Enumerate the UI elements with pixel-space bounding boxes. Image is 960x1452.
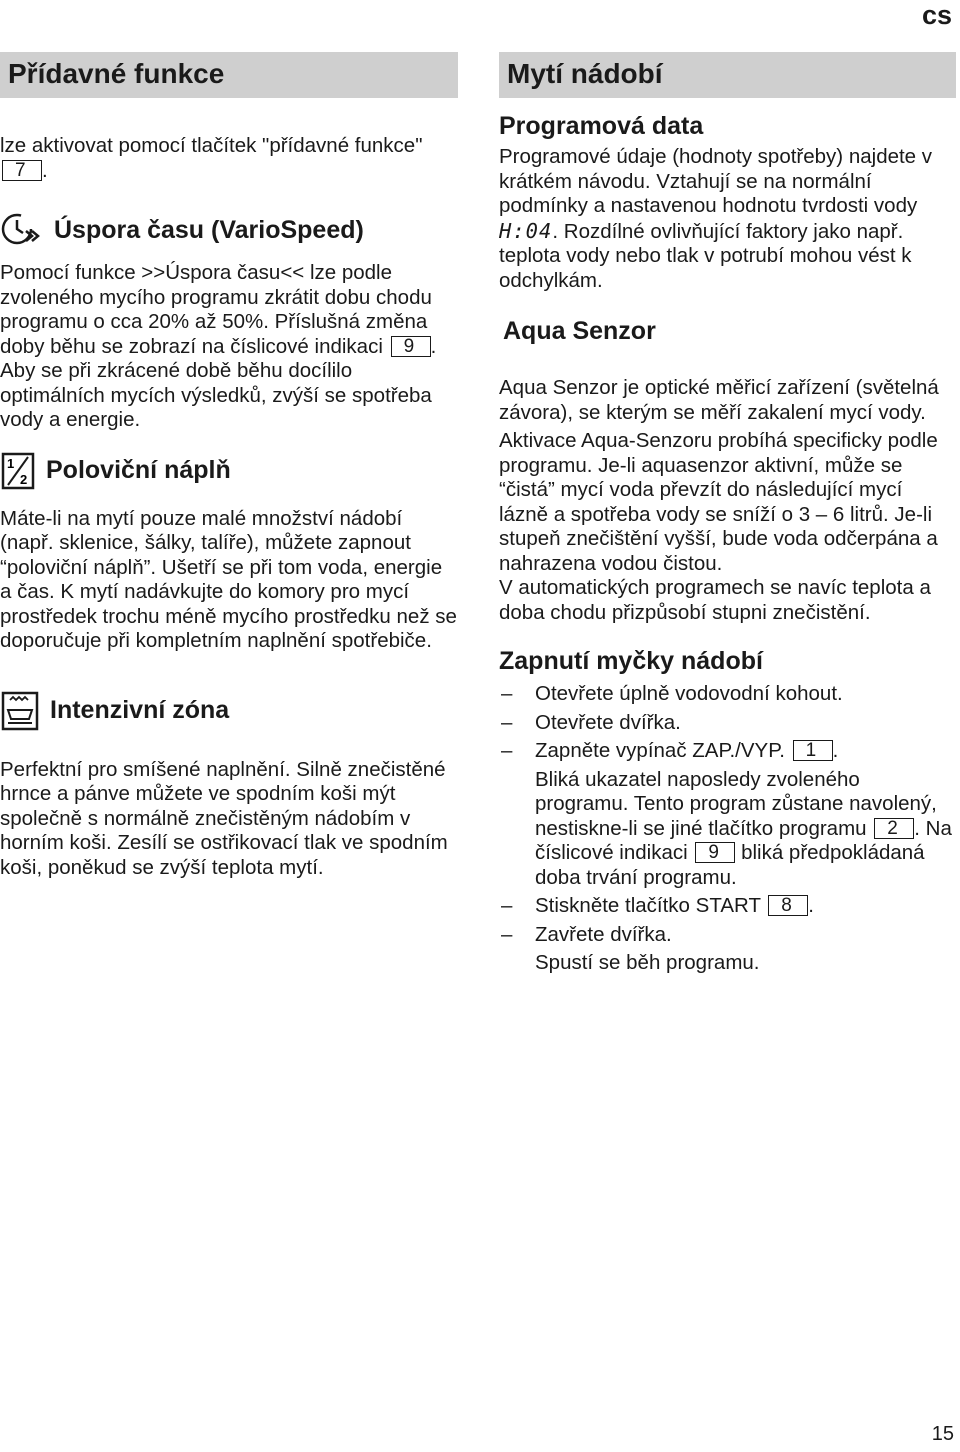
program-data-title: Programová data: [499, 112, 704, 140]
intensive-zone-icon: [0, 690, 40, 732]
aqua-sensor-text-1: Aqua Senzor je optické měřicí zařízení (světelná závora), se kterým se měří zakalení mycí vody.: [499, 376, 939, 424]
intensive-zone-text: Perfektní pro smíšené naplnění. Silně znečistěné hrnce a pánve můžete ve spodním koši mýt společně s normálně znečistěným nádobím v horním koši. Zesílí se ostřikovací tlak ve spodním koši, poněkud se zvýší teplota mytí.: [0, 757, 448, 879]
program-data-text: Programové údaje (hodnoty spotřeby) najdete v krátkém návodu. Vztahují se na normální podmínky a nastavenou hodnotu tvrdosti vody H:04. Rozdílné ovlivňující faktory jako např. teplota vody nebo tlak v potrubí mohou vést k odchylkám.: [499, 145, 933, 292]
intensive-zone-title: Intenzivní zóna: [0, 690, 458, 732]
variospeed-title: Úspora času (VarioSpeed): [0, 209, 458, 251]
language-code: cs: [921, 0, 952, 30]
list-item: – Otevřete úplně vodovodní kohout.: [501, 682, 843, 705]
key-8: 8: [768, 895, 808, 916]
section-heading-dishwashing: Mytí nádobí: [499, 52, 956, 98]
svg-text:1: 1: [7, 455, 15, 471]
aqua-sensor-text-2: Aktivace Aqua-Senzoru probíhá specificky podle programu. Je-li aquasenzor aktivní, může se “čistá” mycí voda převzít do následující mycí lázně a spotřeba vody se sníží o 3 – 6 litrů. Je-li stupeň znečištění vyšší, bude voda odčerpána a nahrazena vodou čistou.: [499, 429, 938, 575]
aqua-sensor-text-3: V automatických programech se navíc teplota a doba chodu přizpůsobí stupni znečistění.: [499, 576, 931, 624]
page-number: 15: [931, 1423, 954, 1445]
key-7: 7: [2, 160, 42, 181]
list-item: – Zapněte vypínač ZAP./VYP. 1 . Bliká ukazatel naposledy zvoleného programu. Tento program zůstane navolený, nestiskne-li se jiné tlačítko programu 2 . Na číslicové indikaci 9 bliká předpokládaná doba trvání programu.: [501, 739, 952, 889]
list-item: – Zavřete dvířka. Spustí se běh programu.: [501, 922, 760, 974]
key-9: 9: [695, 842, 735, 863]
section-heading-additional-functions: Přídavné funkce: [0, 52, 458, 98]
list-item: – Stiskněte tlačítko START 8 .: [501, 894, 814, 917]
intro-paragraph: lze aktivovat pomocí tlačítek "přídavné funkce" 7 .: [0, 134, 423, 182]
hardness-display-value: H:04: [499, 218, 553, 243]
right-column: [499, 52, 956, 976]
key-2: 2: [874, 818, 914, 839]
half-load-text: Máte-li na mytí pouze malé množství nádobí (např. sklenice, šálky, talíře), můžete zapnout “poloviční náplň”. Ušetří se při tom voda, energie a čas. K mytí nadávkujte do komory pro mycí prostředek trochu méně mycího prostředku než se doporučuje při kompletním naplnění spotřebiče.: [0, 506, 457, 652]
left-column: [0, 52, 458, 880]
half-load-icon: [0, 451, 36, 491]
half-load-title: 1 2 Poloviční náplň: [0, 451, 458, 491]
svg-text:2: 2: [20, 471, 28, 487]
aqua-sensor-title: Aqua Senzor: [503, 317, 656, 345]
start-steps-list: [499, 682, 956, 976]
key-1: 1: [793, 740, 833, 761]
variospeed-icon: [0, 209, 44, 251]
list-item: – Otevřete dvířka.: [501, 710, 681, 734]
start-dishwasher-title: Zapnutí myčky nádobí: [499, 647, 763, 675]
key-9: 9: [391, 336, 431, 357]
variospeed-text: Pomocí funkce >>Úspora času<< lze podle zvoleného mycího programu zkrátit dobu chodu programu o cca 20% až 50%. Příslušná změna doby běhu se zobrazí na číslicové indikaci 9 . Aby se při zkrácené době běhu docílilo optimálních mycích výsledků, zvýší se spotřeba vody a energie.: [0, 261, 437, 431]
